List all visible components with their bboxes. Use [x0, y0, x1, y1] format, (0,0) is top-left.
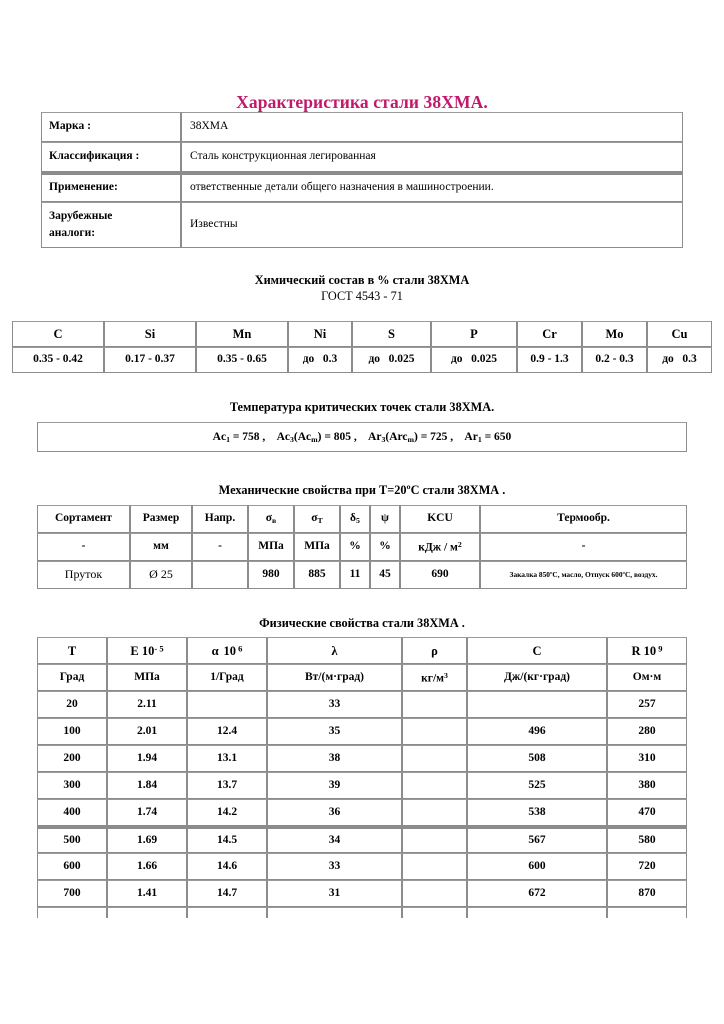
- physical-cell-e: 2.01: [107, 718, 187, 745]
- general-info-table: [41, 112, 683, 248]
- chemical-heading: Химический состав в % стали 38ХМА: [254, 272, 470, 287]
- physical-cell-t: 500: [37, 826, 107, 853]
- physical-cell-r: 280: [607, 718, 687, 745]
- table-row: [37, 691, 687, 718]
- table-row: [37, 853, 687, 880]
- physical-cell-e: 1.69: [107, 826, 187, 853]
- physical-cell-lambda: 36: [267, 799, 402, 826]
- table-row: [37, 718, 687, 745]
- physical-cell-r: 470: [607, 799, 687, 826]
- physical-cell-e: 2.11: [107, 691, 187, 718]
- physical-cell-lambda: 31: [267, 880, 402, 907]
- physical-cell-r: 870: [607, 880, 687, 907]
- chemical-header-p: P: [431, 321, 517, 347]
- physical-header-alpha: α 10 $^6$: [187, 637, 267, 664]
- critical-points-table: [37, 422, 687, 452]
- chemical-header-mo: Mo: [582, 321, 647, 347]
- physical-cell-rho: [402, 745, 467, 772]
- chemical-value-cu: до 0.3: [647, 347, 712, 373]
- general-label-analogi-line2: аналоги:: [49, 226, 96, 239]
- mechanical-header-kcu: KCU: [400, 505, 480, 533]
- physical-header-e: E $10^{- 5}$: [107, 637, 187, 664]
- physical-unit-rho: $кг/м^3$: [402, 664, 467, 691]
- physical-cell-c: 525: [467, 772, 607, 799]
- chemical-value-s: до 0.025: [352, 347, 431, 373]
- physical-cell-alpha: 13.1: [187, 745, 267, 772]
- mechanical-header-psi: ψ: [370, 505, 400, 533]
- physical-heading: Физические свойства стали 38ХМА .: [259, 615, 465, 630]
- critical-points-heading: Температура критических точек стали 38ХМА.: [229, 399, 495, 414]
- physical-cell-c: 600: [467, 853, 607, 880]
- physical-cell-e: 1.94: [107, 745, 187, 772]
- critical-point-ar1: $Ar_1 = 650$: [464, 430, 512, 444]
- mechanical-unit-kcu: кДж / $м^2$: [400, 533, 480, 561]
- mechanical-unit-delta5: %: [340, 533, 370, 561]
- chemical-value-row: [12, 347, 712, 373]
- table-row: [41, 172, 683, 202]
- physical-unit-alpha: 1/Град: [187, 664, 267, 691]
- physical-cell-alpha: 12.4: [187, 718, 267, 745]
- mechanical-header-sigma-v: $\sigma_в$: [248, 505, 294, 533]
- physical-cell-alpha: 14.7: [187, 880, 267, 907]
- mechanical-header-row: [37, 505, 687, 533]
- chemical-composition-table: [12, 321, 712, 373]
- physical-cell-clipped: [37, 907, 107, 918]
- chemical-value-p: до 0.025: [431, 347, 517, 373]
- physical-header-c: C: [467, 637, 607, 664]
- general-label-primenenie: Применение:: [41, 172, 181, 202]
- chemical-value-si: 0.17 - 0.37: [104, 347, 196, 373]
- mechanical-value-sortament: Пруток: [37, 561, 130, 589]
- page-title: Характеристика стали 38ХМА.: [236, 92, 488, 112]
- critical-point-ar3: $Ar_3(Arc_m) = 725$ ,: [368, 430, 454, 444]
- physical-header-t: T: [37, 637, 107, 664]
- general-value-primenenie: ответственные детали общего назначения в машиностроении.: [181, 172, 683, 202]
- mechanical-value-razmer: Ø 25: [130, 561, 192, 589]
- chemical-value-c: 0.35 - 0.42: [12, 347, 104, 373]
- physical-cell-t: 300: [37, 772, 107, 799]
- table-row-clipped: [37, 907, 687, 918]
- physical-cell-e: 1.84: [107, 772, 187, 799]
- general-value-klassifikaciya: Сталь конструкционная легированная: [181, 142, 683, 172]
- physical-cell-t: 700: [37, 880, 107, 907]
- chemical-value-ni: до 0.3: [288, 347, 352, 373]
- chemical-header-si: Si: [104, 321, 196, 347]
- physical-cell-r: 380: [607, 772, 687, 799]
- physical-cell-t: 200: [37, 745, 107, 772]
- physical-cell-t: 400: [37, 799, 107, 826]
- physical-cell-clipped: [107, 907, 187, 918]
- table-row: [37, 799, 687, 826]
- physical-cell-lambda: 33: [267, 691, 402, 718]
- table-row: [37, 826, 687, 853]
- physical-cell-c: 496: [467, 718, 607, 745]
- chemical-header-ni: Ni: [288, 321, 352, 347]
- mechanical-header-napr: Напр.: [192, 505, 248, 533]
- physical-cell-t: 20: [37, 691, 107, 718]
- mechanical-header-sortament: Сортамент: [37, 505, 130, 533]
- mechanical-value-delta5: 11: [340, 561, 370, 589]
- chemical-header-c: C: [12, 321, 104, 347]
- physical-cell-lambda: 35: [267, 718, 402, 745]
- physical-header-r: R 10 $^9$: [607, 637, 687, 664]
- physical-cell-c: [467, 691, 607, 718]
- general-value-analogi: Известны: [181, 202, 683, 248]
- mechanical-value-kcu: 690: [400, 561, 480, 589]
- chemical-header-cu: Cu: [647, 321, 712, 347]
- physical-cell-r: 310: [607, 745, 687, 772]
- physical-cell-c: 508: [467, 745, 607, 772]
- mechanical-value-sigma-t: 885: [294, 561, 340, 589]
- mechanical-unit-sigma-t: МПа: [294, 533, 340, 561]
- chemical-value-mn: 0.35 - 0.65: [196, 347, 288, 373]
- physical-cell-c: 672: [467, 880, 607, 907]
- physical-cell-lambda: 39: [267, 772, 402, 799]
- physical-header-rho: ρ: [402, 637, 467, 664]
- physical-cell-c: 538: [467, 799, 607, 826]
- table-row: [37, 745, 687, 772]
- mechanical-unit-napr: -: [192, 533, 248, 561]
- mechanical-header-razmer: Размер: [130, 505, 192, 533]
- mechanical-unit-sigma-v: МПа: [248, 533, 294, 561]
- physical-cell-e: 1.66: [107, 853, 187, 880]
- physical-unit-t: Град: [37, 664, 107, 691]
- physical-cell-e: 1.41: [107, 880, 187, 907]
- physical-units-row: [37, 664, 687, 691]
- physical-cell-rho: [402, 799, 467, 826]
- physical-cell-clipped: [267, 907, 402, 918]
- physical-header-lambda: λ: [267, 637, 402, 664]
- physical-unit-r: Ом·м: [607, 664, 687, 691]
- mechanical-unit-razmer: мм: [130, 533, 192, 561]
- physical-properties-table: [37, 637, 687, 918]
- physical-cell-alpha: 14.5: [187, 826, 267, 853]
- table-row: [37, 880, 687, 907]
- physical-cell-lambda: 38: [267, 745, 402, 772]
- mechanical-units-row: [37, 533, 687, 561]
- table-row: [37, 772, 687, 799]
- general-label-analogi-line1: Зарубежные: [49, 209, 113, 222]
- chemical-header-mn: Mn: [196, 321, 288, 347]
- chemical-header-row: [12, 321, 712, 347]
- chemical-header-s: S: [352, 321, 431, 347]
- physical-cell-alpha: [187, 691, 267, 718]
- physical-cell-alpha: 14.2: [187, 799, 267, 826]
- physical-cell-r: 580: [607, 826, 687, 853]
- physical-cell-alpha: 13.7: [187, 772, 267, 799]
- physical-cell-r: 720: [607, 853, 687, 880]
- mechanical-header-sigma-t: $\sigma_T$: [294, 505, 340, 533]
- critical-point-ac1: $Ac_1 = 758$ ,: [212, 430, 266, 444]
- physical-cell-rho: [402, 853, 467, 880]
- physical-cell-c: 567: [467, 826, 607, 853]
- physical-cell-clipped: [467, 907, 607, 918]
- physical-cell-rho: [402, 718, 467, 745]
- physical-unit-e: МПа: [107, 664, 187, 691]
- physical-cell-clipped: [607, 907, 687, 918]
- general-value-marka: 38ХМА: [181, 112, 683, 142]
- physical-cell-t: 600: [37, 853, 107, 880]
- physical-cell-rho: [402, 826, 467, 853]
- table-row: [41, 112, 683, 142]
- physical-cell-e: 1.74: [107, 799, 187, 826]
- mechanical-unit-sortament: -: [37, 533, 130, 561]
- chemical-header-cr: Cr: [517, 321, 582, 347]
- general-label-klassifikaciya: Классификация :: [41, 142, 181, 172]
- table-row: [41, 142, 683, 172]
- physical-cell-t: 100: [37, 718, 107, 745]
- mechanical-unit-termoobr: -: [480, 533, 687, 561]
- physical-cell-clipped: [187, 907, 267, 918]
- mechanical-data-row: [37, 561, 687, 589]
- critical-points-values: [37, 422, 687, 452]
- mechanical-properties-table: [37, 505, 687, 589]
- physical-cell-alpha: 14.6: [187, 853, 267, 880]
- physical-cell-lambda: 33: [267, 853, 402, 880]
- mechanical-header-delta5: $\delta_5$: [340, 505, 370, 533]
- physical-unit-lambda: Вт/(м·град): [267, 664, 402, 691]
- chemical-value-cr: 0.9 - 1.3: [517, 347, 582, 373]
- table-row: [37, 422, 687, 452]
- physical-cell-rho: [402, 880, 467, 907]
- physical-cell-rho: [402, 691, 467, 718]
- mechanical-value-sigma-v: 980: [248, 561, 294, 589]
- mechanical-unit-psi: %: [370, 533, 400, 561]
- physical-header-row: [37, 637, 687, 664]
- physical-unit-c: Дж/(кг·град): [467, 664, 607, 691]
- general-label-analogi: [41, 202, 181, 248]
- physical-cell-lambda: 34: [267, 826, 402, 853]
- chemical-value-mo: 0.2 - 0.3: [582, 347, 647, 373]
- chemical-standard: ГОСТ 4543 - 71: [321, 289, 403, 304]
- physical-cell-r: 257: [607, 691, 687, 718]
- physical-cell-rho: [402, 772, 467, 799]
- mechanical-value-termoobr: Закалка 850ºС, масло, Отпуск 600ºС, воздух.: [480, 561, 687, 589]
- mechanical-heading: Механические свойства при T=20ºС стали 38ХМА .: [218, 483, 506, 498]
- critical-point-ac3: $Ac_3(Ac_m) = 805$ ,: [276, 430, 357, 444]
- table-row: [41, 202, 683, 248]
- mechanical-value-napr: [192, 561, 248, 589]
- mechanical-header-termoobr: Термообр.: [480, 505, 687, 533]
- physical-cell-clipped: [402, 907, 467, 918]
- mechanical-value-psi: 45: [370, 561, 400, 589]
- general-label-marka: Марка :: [41, 112, 181, 142]
